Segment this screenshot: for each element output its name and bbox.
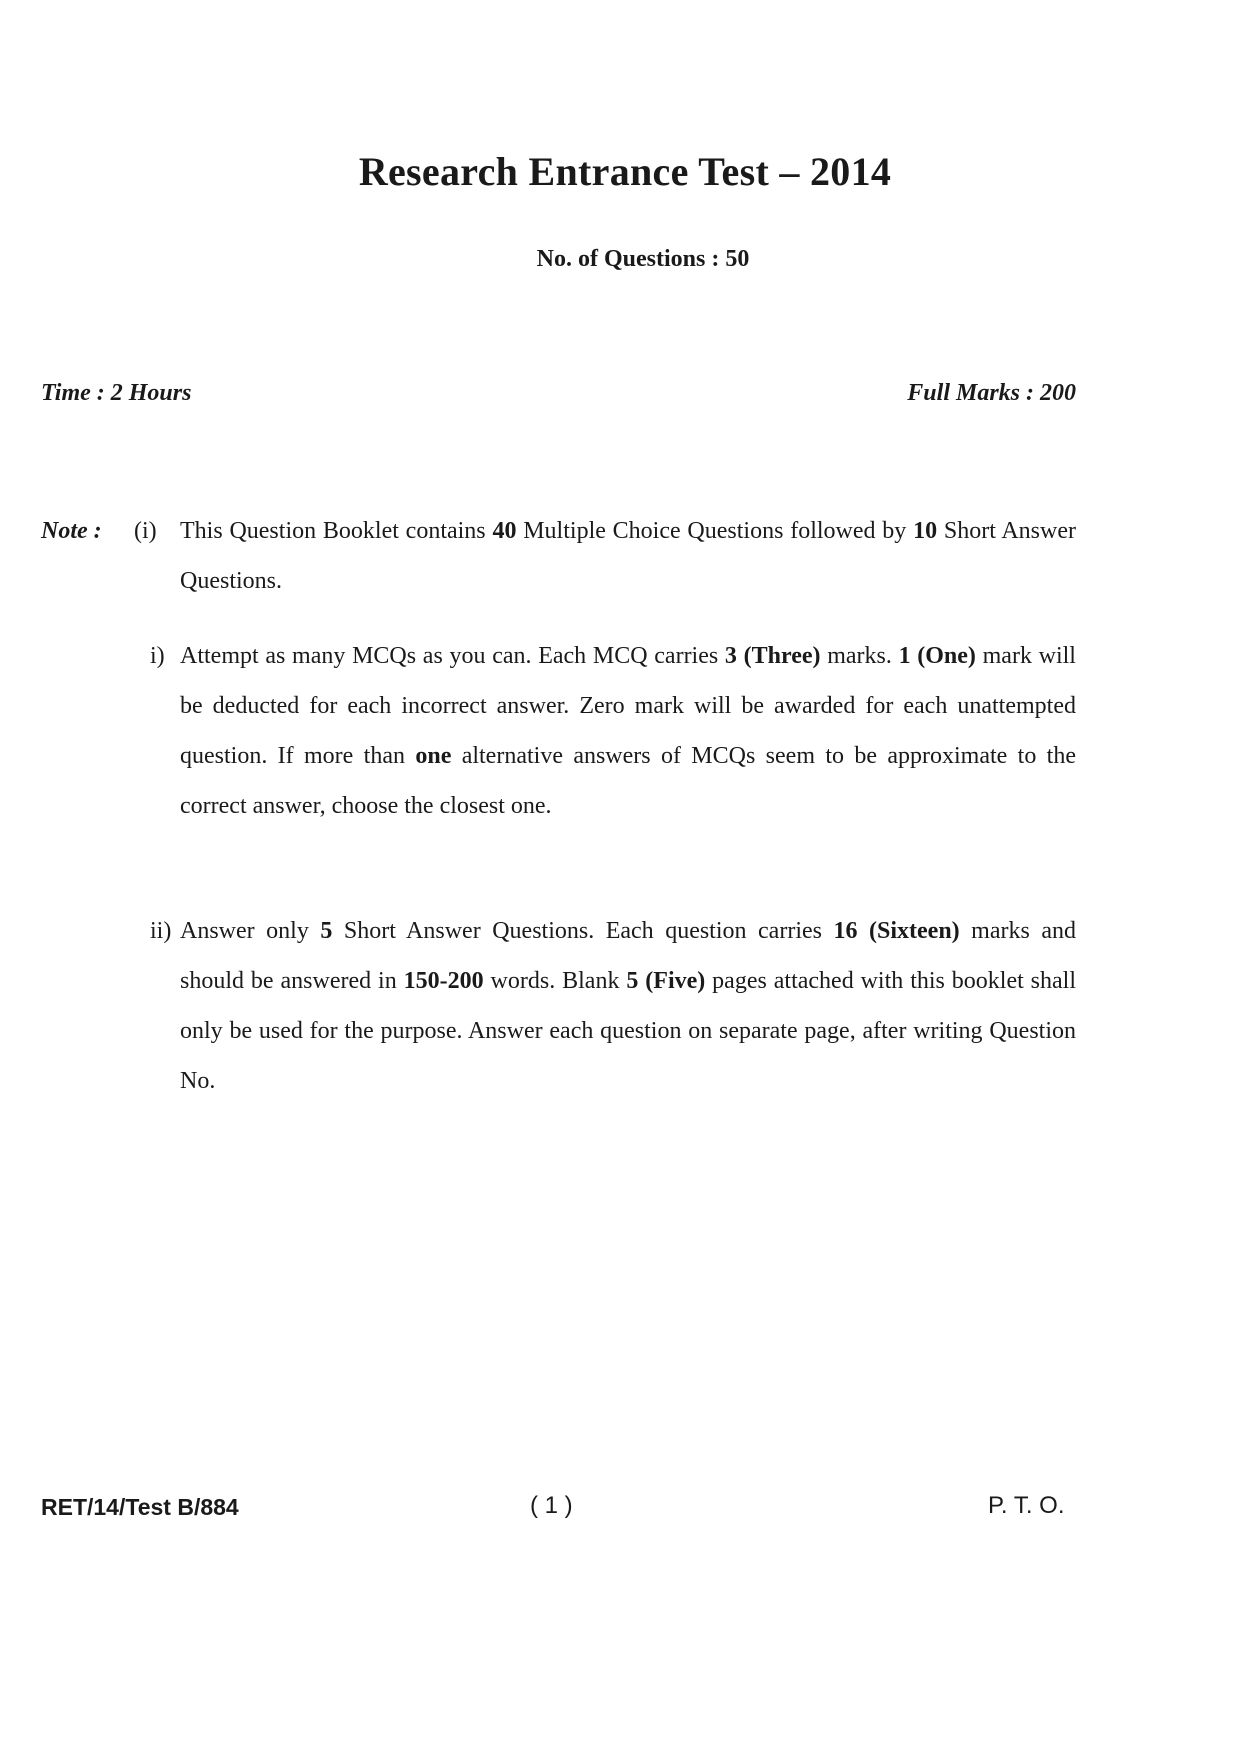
note-label: Note : bbox=[41, 518, 102, 544]
note-text-segment: 5 (Five) bbox=[626, 968, 706, 994]
note-text-segment: Short Answer Questions. Each question carries bbox=[332, 918, 834, 944]
note-text-segment: 3 (Three) bbox=[724, 643, 821, 669]
note-text-segment: mark will be deducted for each incorrect answer. Zero mark will be awarded for each unattempted question. If more than bbox=[180, 643, 1076, 769]
note-item-2 bbox=[180, 631, 1076, 831]
note-text-segment: 1 (One) bbox=[898, 643, 976, 669]
note-text-segment: words. Blank bbox=[483, 968, 627, 994]
page-title bbox=[0, 148, 1240, 195]
questions-count-text: No. of Questions : 50 bbox=[536, 246, 750, 272]
note-text-segment: 16 (Sixteen) bbox=[833, 918, 960, 944]
note-text-segment: Multiple Choice Questions followed by bbox=[516, 518, 914, 544]
page-title-text: Research Entrance Test – 2014 bbox=[358, 149, 892, 194]
booklet-code: RET/14/Test B/884 bbox=[41, 1494, 239, 1520]
questions-count bbox=[0, 246, 1240, 273]
please-turn-over: P. T. O. bbox=[988, 1492, 1065, 1519]
note-text-segment: pages attached with this booklet shall only be used for the purpose. Answer each question on separate page, after writing Question No. bbox=[180, 968, 1077, 1094]
note-item-1 bbox=[180, 506, 1076, 606]
item-marker: (i) bbox=[134, 518, 157, 544]
note-text-segment: marks and should be answered in bbox=[180, 918, 1076, 994]
note-text-segment: 5 bbox=[320, 918, 333, 944]
item-marker: ii) bbox=[150, 918, 172, 944]
note-text-segment: marks. bbox=[820, 643, 899, 669]
note-text-segment: Answer only bbox=[180, 918, 321, 944]
note-item-3 bbox=[180, 906, 1076, 1106]
item-marker: i) bbox=[150, 643, 165, 669]
full-marks: Full Marks : 200 bbox=[907, 380, 1076, 406]
note-text-segment: This Question Booklet contains bbox=[180, 518, 493, 544]
note-text-segment: Attempt as many MCQs as you can. Each MCQ carries bbox=[180, 643, 725, 669]
note-text-segment: one bbox=[415, 743, 452, 769]
note-text-segment: 40 bbox=[492, 518, 517, 544]
note-text-segment: 150-200 bbox=[403, 968, 484, 994]
page-number: ( 1 ) bbox=[530, 1492, 573, 1519]
note-text-segment: alternative answers of MCQs seem to be approximate to the correct answer, choose the closest one. bbox=[180, 743, 1076, 819]
time-allowed: Time : 2 Hours bbox=[41, 380, 192, 406]
note-text-segment: 10 bbox=[913, 518, 938, 544]
note-text-segment: Short Answer Questions. bbox=[180, 518, 1076, 594]
